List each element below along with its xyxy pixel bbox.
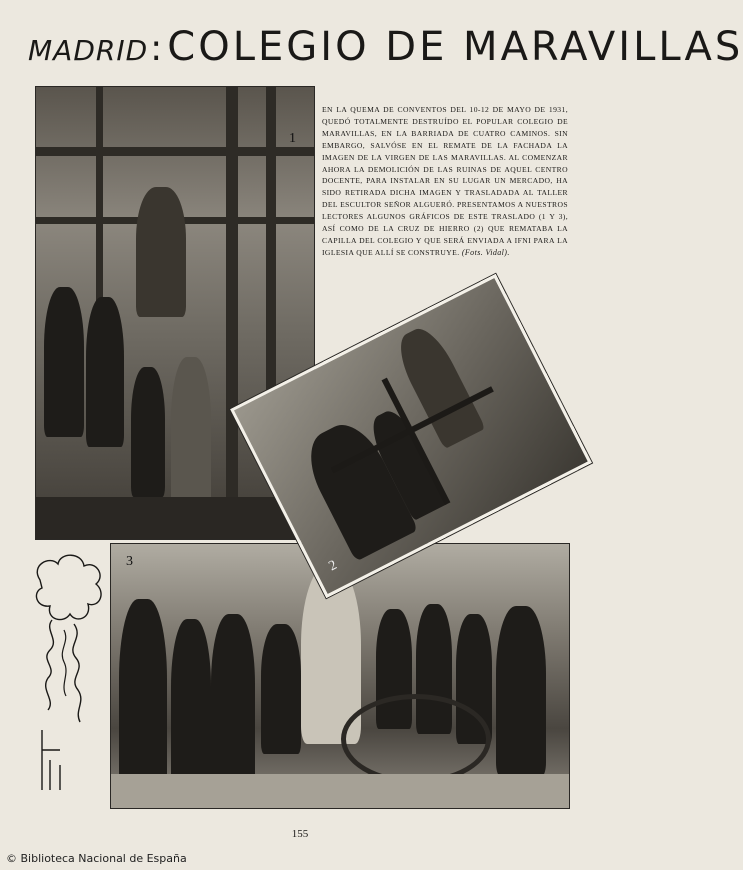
title-separator: : [150, 28, 166, 69]
photo-credit: (Fots. Vidal). [461, 247, 510, 257]
copyright-notice: © Biblioteca Nacional de España [6, 852, 187, 865]
photo-number: 3 [126, 554, 133, 569]
title-main: COLEGIO DE MARAVILLAS [167, 24, 743, 70]
photo-number: 1 [289, 131, 296, 146]
article-text [322, 104, 568, 259]
page-number: 155 [291, 828, 309, 840]
page-title [28, 24, 743, 82]
decorative-smoke-drawing [30, 550, 108, 800]
title-place: MADRID [28, 34, 149, 67]
article-body: EN LA QUEMA DE CONVENTOS DEL 10-12 DE MAYO DE 1931, QUEDÓ TOTALMENTE DESTRUÍDO EL POPULAR COLEGIO DE MARAVILLAS, EN LA BARRIADA DE CUATRO CAMINOS. SIN EMBARGO, SALVÓSE EN EL REMATE DE LA FACHADA LA IMAGEN DE LA VIRGEN DE LAS MARAVILLAS. AL COMENZAR AHORA LA DEMOLICIÓN DE LAS RUINAS DE AQUEL CENTRO DOCENTE, PARA INSTALAR EN SU LUGAR UN MERCADO, HA SIDO RETIRADA DICHA IMAGEN Y TRASLADADA AL TALLER DEL ESCULTOR SEÑOR ALGUERÓ. PRESENTAMOS A NUESTROS LECTORES ALGUNOS GRÁFICOS DE ESTE TRASLADO (1 Y 3), ASÍ COMO DE LA CRUZ DE HIERRO (2) QUE REMATABA LA CAPILLA DEL COLEGIO Y QUE SERÁ ENVIADA A IFNI PARA LA IGLESIA QUE ALLÍ SE CONSTRUYE. [322, 105, 568, 257]
photo-number: 2 [326, 557, 340, 575]
